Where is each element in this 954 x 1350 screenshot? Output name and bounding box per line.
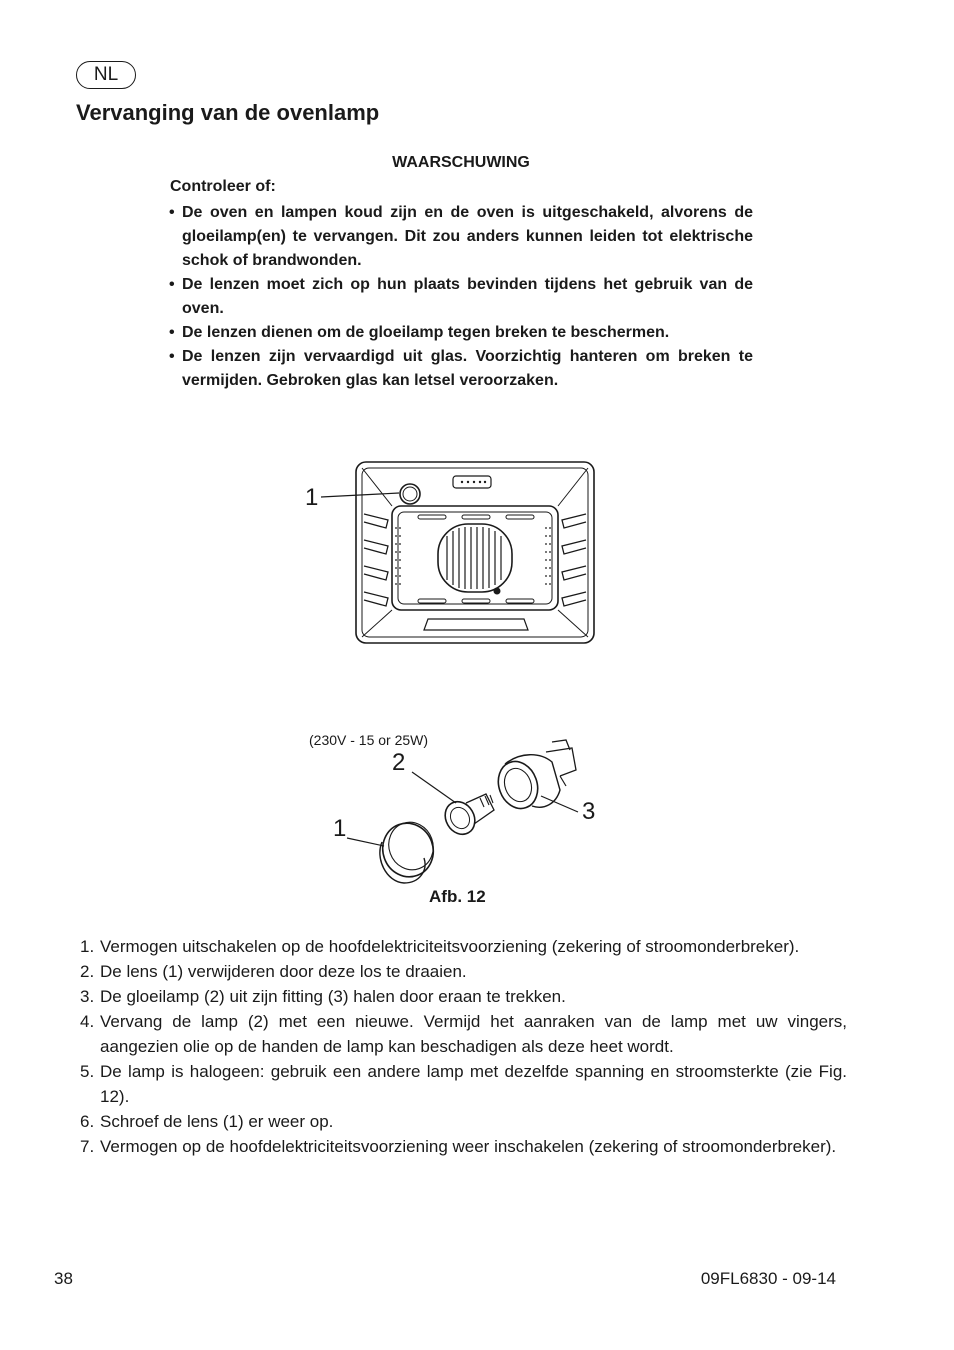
step-text: Vermogen uitschakelen op de hoofdelektriciteitsvoorziening (zekering of stroomonderbreker). xyxy=(100,937,800,956)
step-number: 1. xyxy=(80,937,95,956)
step-text: Vervang de lamp (2) met een nieuwe. Vermijd het aanraken van de lamp met uw vingers, aangezien olie op de handen de lamp kan beschadigen als deze heet wordt. xyxy=(100,1012,847,1056)
document-code: 09FL6830 - 09-14 xyxy=(700,1269,836,1288)
step-text: Vermogen op de hoofdelektriciteitsvoorziening weer inschakelen (zekering of stroomonderbreker). xyxy=(100,1137,837,1156)
page-title: Vervanging van de ovenlamp xyxy=(76,100,380,125)
warning-item: • De lenzen zijn vervaardigd uit glas. Voorzichtig hanteren om breken te vermijden. Gebroken glas kan letsel veroorzaken. xyxy=(169,345,753,393)
step-text: De gloeilamp (2) uit zijn fitting (3) halen door eraan te trekken. xyxy=(100,987,566,1006)
page-number: 38 xyxy=(54,1269,73,1288)
warning-list xyxy=(169,201,753,393)
oven-lamp-figure xyxy=(0,440,954,920)
warning-intro: Controleer of: xyxy=(170,178,276,195)
step-number: 3. xyxy=(80,987,95,1006)
warning-item: • De lenzen dienen om de gloeilamp tegen breken te beschermen. xyxy=(169,321,753,345)
halogen-bulb-part xyxy=(439,794,494,840)
instruction-steps xyxy=(80,934,847,1159)
step-item xyxy=(80,934,847,959)
step-text: De lens (1) verwijderen door deze los te draaien. xyxy=(100,962,467,981)
step-item xyxy=(80,984,847,1009)
step-item xyxy=(80,959,847,984)
step-item xyxy=(80,1009,847,1059)
warning-item: • De lenzen moet zich op hun plaats bevinden tijdens het gebruik van de oven. xyxy=(169,273,753,321)
warning-heading: WAARSCHUWING xyxy=(392,154,530,171)
lens-part xyxy=(375,816,440,884)
callout-oven-lamp: 1 xyxy=(305,484,319,511)
callout-bulb: 2 xyxy=(392,749,406,776)
step-item xyxy=(80,1109,847,1134)
step-item xyxy=(80,1134,847,1159)
step-number: 4. xyxy=(80,1012,95,1031)
oven-diagram xyxy=(321,462,594,643)
language-badge: NL xyxy=(76,61,136,89)
figure-caption: Afb. 12 xyxy=(429,887,486,906)
step-number: 6. xyxy=(80,1112,95,1131)
step-text: Schroef de lens (1) er weer op. xyxy=(100,1112,334,1131)
lamp-spec-label: (230V - 15 or 25W) xyxy=(309,732,429,748)
callout-socket: 3 xyxy=(582,798,596,825)
step-text: De lamp is halogeen: gebruik een andere lamp met dezelfde spanning en stroomsterkte (zie Fig. 12). xyxy=(100,1062,847,1106)
step-number: 5. xyxy=(80,1062,95,1081)
lamp-socket-part xyxy=(492,740,576,814)
callout-lens: 1 xyxy=(333,815,347,842)
step-number: 7. xyxy=(80,1137,95,1156)
warning-item: • De oven en lampen koud zijn en de oven is uitgeschakeld, alvorens de gloeilamp(en) te vervangen. Dit zou anders kunnen leiden tot elektrische schok of brandwonden. xyxy=(169,201,753,273)
step-item xyxy=(80,1059,847,1109)
step-number: 2. xyxy=(80,962,95,981)
